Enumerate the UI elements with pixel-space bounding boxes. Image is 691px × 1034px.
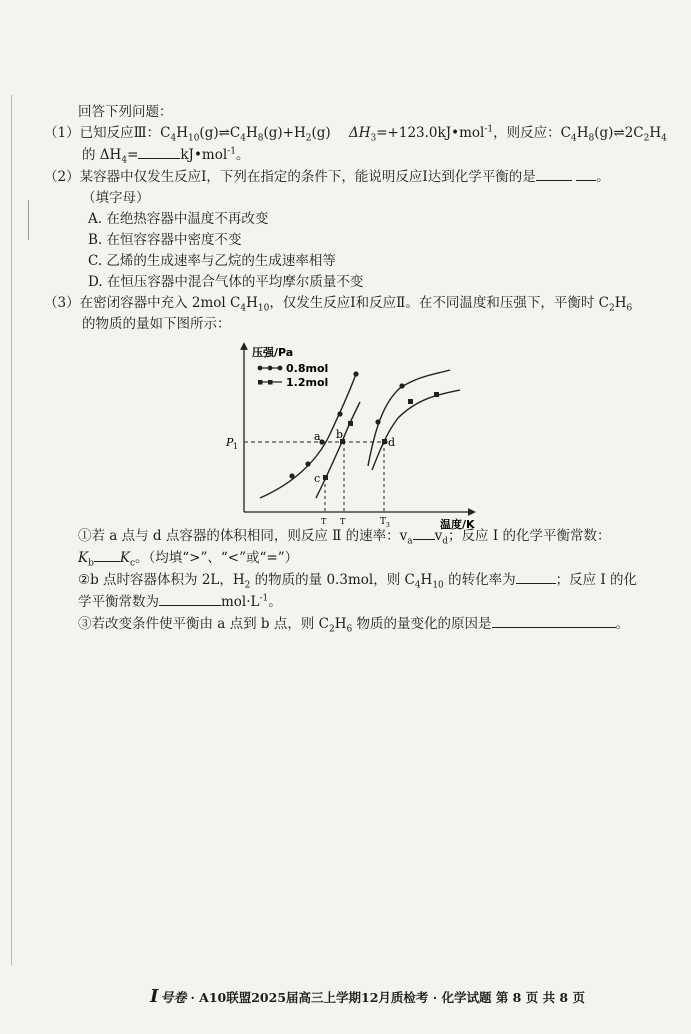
q3-sub1-s4: c (129, 558, 135, 569)
page-edge-line (11, 95, 12, 965)
q2-answer-blank-a[interactable] (536, 166, 572, 181)
footer-text: · A10联盟2025届高三上学期12月质检考 · 化学试题 第 8 页 共 8 页 (190, 990, 585, 1005)
point-12-2 (408, 399, 413, 404)
q2-line1 (44, 166, 652, 188)
q1-text-a: 已知反应Ⅲ：C (79, 125, 171, 141)
q1-line2 (52, 144, 652, 166)
q3-line1 (44, 293, 652, 314)
q3-sub1-f: 。（均填“>”、“<”或“=”） (135, 550, 299, 566)
page-footer (150, 986, 610, 1007)
y-axis-label: 压强/Pa (252, 346, 294, 359)
q2-option-c-text: C. 乙烯的生成速率与乙烷的生成速率相等 (88, 253, 336, 269)
q1-line2-c: kJ•mol (180, 147, 228, 163)
q3-sub2-s3: 10 (432, 580, 444, 591)
label-d: d (388, 436, 396, 449)
q3-line1-sub1: 4 (240, 303, 247, 314)
q3-line1-sub3: 2 (608, 303, 615, 314)
x-axis-label: 温度/K (440, 518, 475, 531)
point-12-1 (348, 421, 353, 426)
q3-sub1-e: K (119, 550, 130, 566)
q1-answer-blank[interactable] (138, 144, 180, 159)
q2-option-a-text: A. 在绝热容器中温度不再改变 (88, 211, 269, 227)
q3-sub1-s1: a (407, 536, 413, 547)
q3-sub1-s3: b (88, 558, 94, 569)
legend-marker-0c (278, 366, 283, 371)
q1-dh-label: ΔH (348, 125, 371, 141)
q3-sub1-d: K (78, 550, 89, 566)
q1-line2-b: = (127, 147, 139, 163)
tick-label-t2: T (340, 517, 346, 526)
q3-sub1-b: v (434, 528, 443, 544)
q1-dh-sub: 3 (370, 133, 377, 144)
chart-svg (222, 338, 492, 538)
q3-sub3-c: 物质的量变化的原因是 (352, 616, 492, 632)
q2-option-b (52, 230, 652, 251)
q3-line1-sub2: 10 (257, 303, 270, 314)
q3-sub1-line2 (52, 547, 652, 569)
q2-option-a (52, 209, 652, 230)
q1-text-c: (g)⇌C (199, 125, 241, 141)
q1-text-g: ，则反应：C (493, 125, 571, 141)
q2-answer-blank-b[interactable] (576, 166, 596, 181)
q3-line2 (52, 314, 652, 335)
point-08-1 (289, 473, 294, 478)
q3-sub2-a: ②b 点时容器体积为 2L，H (78, 572, 245, 588)
q3-sub2-blank-rate[interactable] (516, 569, 556, 584)
point-08-4 (353, 371, 358, 376)
q1-sub-h: 8 (588, 133, 595, 144)
point-08-5 (375, 419, 380, 424)
p1-label: P (226, 436, 234, 449)
q3-sub1-blank-k[interactable] (94, 547, 120, 562)
tick-label-t3: T (380, 517, 387, 527)
q3-line1-sub4: 6 (626, 303, 633, 314)
q1-sub-d: 8 (257, 133, 264, 144)
q1-sub-b: 10 (187, 133, 200, 144)
q3-line1-d: H (614, 295, 627, 311)
q3-sub3-a: ③若改变条件使平衡由 a 点到 b 点，则 C (78, 616, 329, 632)
q3-sub3-s1: 2 (328, 624, 335, 635)
q3-sub2-f: 学平衡常数为 (78, 594, 159, 610)
legend-label-1: 1.2mol (286, 376, 329, 389)
q3-sub2-sup: -1 (259, 593, 269, 604)
legend-marker-0b (268, 366, 273, 371)
q3-sub2-e: ；反应 Ⅰ 的化 (555, 572, 637, 588)
point-12-3 (434, 392, 439, 397)
q3-sub2-b: 的物质的量 0.3mol，则 C (250, 572, 415, 588)
q3-sub2-s2: 4 (414, 580, 421, 591)
q1-sub-j: 4 (661, 133, 667, 144)
q2-option-b-text: B. 在恒容容器中密度不变 (88, 232, 242, 248)
q3-sub2-blank-k[interactable] (159, 591, 221, 606)
q2-option-d-text: D. 在恒压容器中混合气体的平均摩尔质量不变 (88, 274, 364, 290)
tick-sub-t3: 3 (386, 522, 390, 529)
q3-line1-b: H (246, 295, 258, 311)
q1-text-i: (g)⇌2C (594, 125, 644, 141)
q1-sub-g: 4 (570, 133, 577, 144)
q3-line2-text: 的物质的量如下图所示： (82, 316, 231, 332)
q1-sub-a: 4 (170, 133, 177, 144)
q3-sub2-g: mol·L (221, 594, 260, 610)
q1-line2-d: 。 (235, 147, 250, 163)
q1-text-e: (g)+H (263, 125, 306, 141)
q1-line2-a: 的 ΔH (82, 147, 122, 163)
q3-sub2-line2 (52, 591, 652, 613)
legend-label-0: 0.8mol (286, 362, 329, 375)
page-edge-mark (28, 200, 29, 240)
p1-sub: 1 (233, 442, 239, 451)
q3-sub1-c: ；反应 Ⅰ 的化学平衡常数： (448, 528, 611, 544)
point-08-3 (337, 411, 342, 416)
point-08-6 (399, 383, 404, 388)
q2-hint-line (52, 188, 652, 209)
label-a: a (314, 430, 321, 443)
q2-end: 。 (596, 169, 610, 185)
q3-sub2-s1: 2 (244, 580, 251, 591)
q2-option-d (52, 272, 652, 293)
q1-dh-value: =+123.0kJ•mol (376, 125, 485, 141)
q3-sub2-line1 (52, 569, 652, 591)
q2-option-c (52, 251, 652, 272)
q1-number: （1） (44, 125, 80, 141)
label-c: c (314, 472, 321, 485)
curve-08mol-right (368, 370, 450, 466)
q1-text-b: H (176, 125, 188, 141)
q1-line1 (44, 123, 667, 144)
q3-line1-c: ，仅发生反应Ⅰ和反应Ⅱ。在不同温度和压强下，平衡时 C (269, 295, 609, 311)
q2-number: （2） (44, 169, 80, 185)
q3-sub2-d: 的转化率为 (443, 572, 516, 588)
q3-sub3-line (52, 613, 652, 635)
q1-line2-sup: -1 (227, 146, 236, 157)
q3-sub3-b: H (334, 616, 347, 632)
q1-text-d: H (245, 125, 258, 141)
q3-sub3-blank[interactable] (492, 613, 616, 628)
q3-sub2-h: 。 (268, 594, 282, 610)
q2-hint: （填字母） (82, 190, 150, 206)
intro-line (52, 102, 652, 123)
legend (258, 362, 329, 389)
equilibrium-chart (222, 338, 492, 538)
q1-sub-c: 4 (240, 133, 246, 144)
brand-logo-mark: I (150, 986, 159, 1007)
q1-dh-sup: -1 (484, 124, 494, 135)
brand-logo-word: 号卷 (160, 991, 187, 1006)
legend-marker-1b (268, 380, 273, 385)
q3-sub3-s2: 6 (346, 624, 353, 635)
q1-text-f: (g) (311, 125, 331, 141)
q1-text-j: H (649, 125, 662, 141)
q3-sub1-s2: d (442, 536, 449, 547)
curve-12mol-right (372, 390, 460, 470)
q1-line2-sub: 4 (121, 155, 128, 166)
point-08-2 (305, 461, 310, 466)
q3-number: （3） (44, 295, 80, 311)
q3-sub1-a: ①若 a 点与 d 点容器的体积相同，则反应 Ⅱ 的速率：v (78, 528, 408, 544)
legend-marker-1 (258, 380, 263, 385)
q1-text-h: H (576, 125, 589, 141)
q3-sub2-c: H (420, 572, 433, 588)
legend-marker-0 (258, 366, 263, 371)
q2-text: 某容器中仅发生反应Ⅰ，下列在指定的条件下，能说明反应Ⅰ达到化学平衡的是 (79, 169, 536, 185)
q1-sub-i: 2 (643, 133, 650, 144)
intro-text: 回答下列问题： (78, 104, 173, 120)
q1-sub-e: 2 (305, 133, 312, 144)
label-b: b (336, 428, 344, 441)
q3-sub3-d: 。 (615, 616, 630, 632)
tick-label-t1: T (321, 517, 327, 526)
q3-line1-a: 在密闭容器中充入 2mol C (79, 295, 241, 311)
